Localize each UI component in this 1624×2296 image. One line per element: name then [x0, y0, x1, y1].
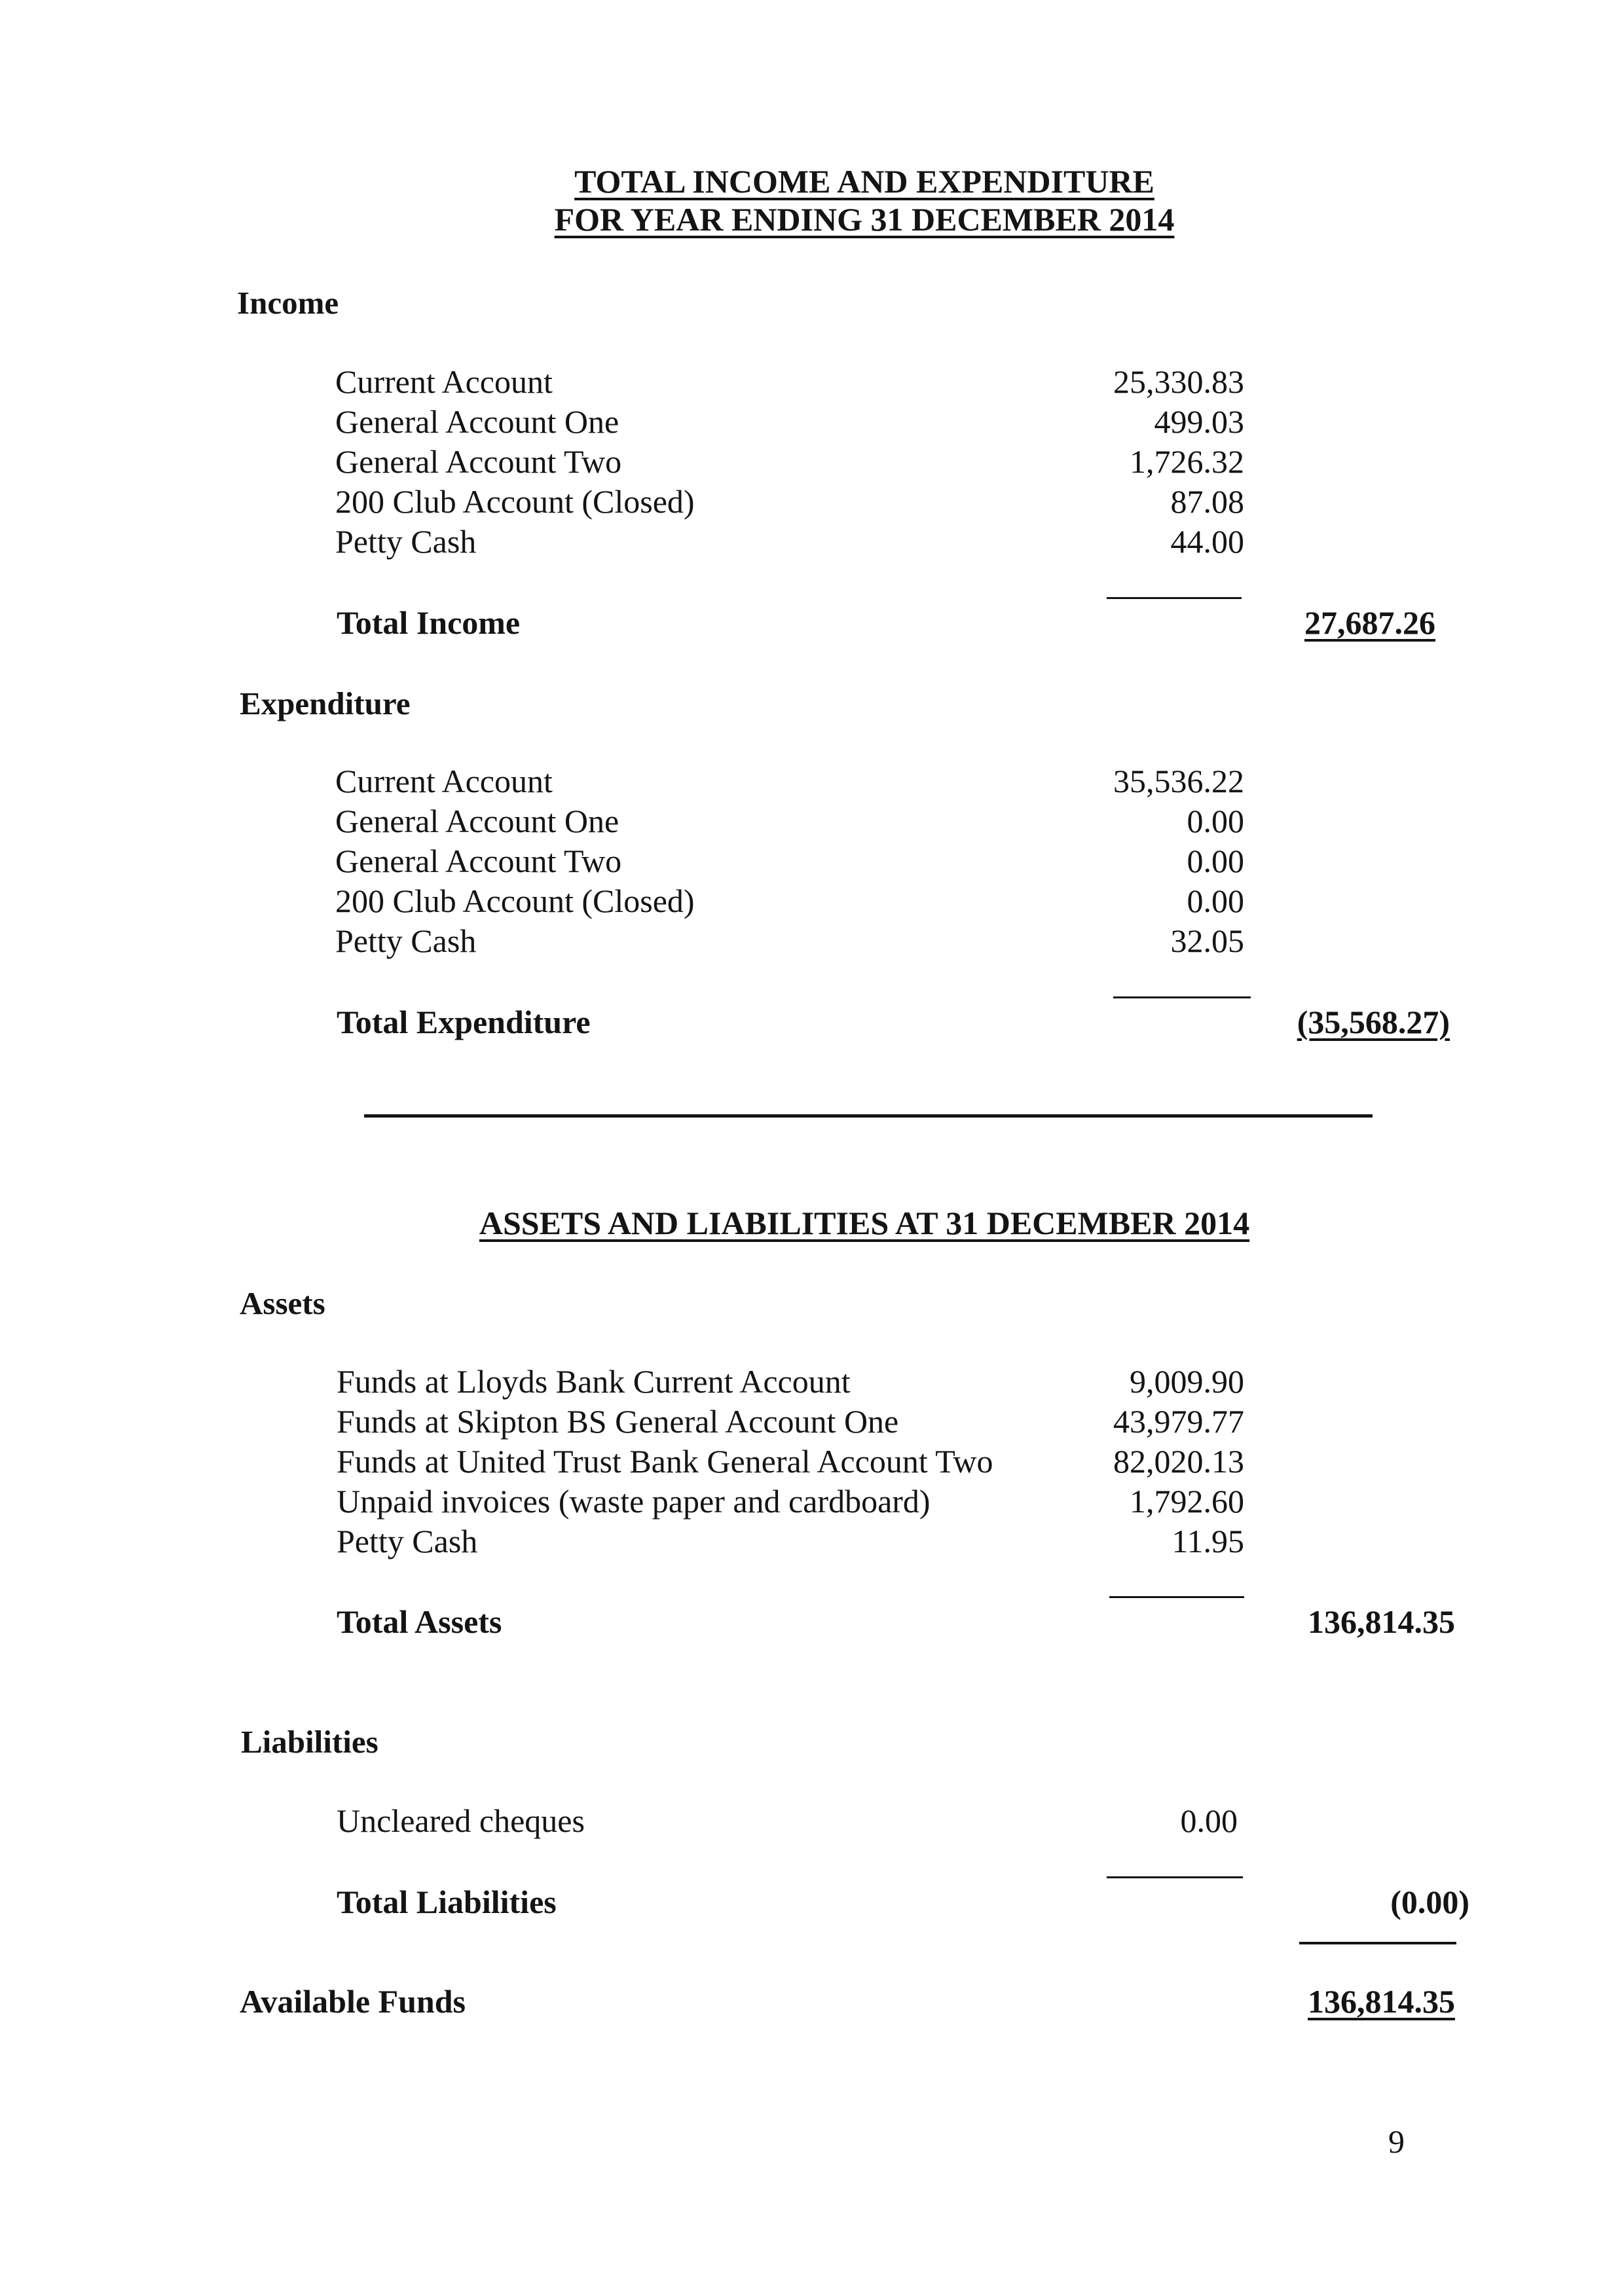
expenditure-item-label: 200 Club Account (Closed) [335, 883, 695, 919]
asset-item-label: Funds at Skipton BS General Account One [337, 1403, 899, 1440]
expenditure-item-amount: 0.00 [1187, 803, 1244, 839]
total-assets-amount: 136,814.35 [1308, 1603, 1455, 1640]
income-heading: Income [237, 285, 339, 321]
income-item-label: General Account Two [335, 443, 622, 480]
liabilities-heading: Liabilities [241, 1724, 378, 1760]
income-item-amount: 25,330.83 [1113, 363, 1244, 400]
expenditure-item-label: Petty Cash [335, 922, 477, 959]
expenditure-item-amount: 32.05 [1170, 922, 1244, 959]
available-funds-label: Available Funds [240, 1983, 466, 2020]
total-income-label: Total Income [337, 604, 521, 641]
asset-item-amount: 1,792.60 [1130, 1483, 1244, 1520]
total-expenditure-amount: (35,568.27) [1297, 1004, 1450, 1040]
asset-item-amount: 9,009.90 [1130, 1363, 1244, 1400]
liability-item-label: Uncleared cheques [337, 1802, 585, 1839]
total-income-amount: 27,687.26 [1304, 604, 1435, 641]
expenditure-subtotal-rule [1113, 996, 1251, 998]
income-item-label: General Account One [335, 403, 619, 440]
expenditure-item-amount: 0.00 [1187, 883, 1244, 919]
total-liabilities-label: Total Liabilities [337, 1884, 557, 1920]
expenditure-item-label: General Account Two [335, 843, 622, 879]
available-funds-rule [1299, 1942, 1456, 1944]
total-expenditure-label: Total Expenditure [337, 1004, 591, 1040]
expenditure-item-amount: 35,536.22 [1113, 763, 1244, 799]
asset-item-label: Unpaid invoices (waste paper and cardboard) [337, 1483, 931, 1520]
page-number: 9 [1388, 2123, 1405, 2160]
asset-item-label: Funds at Lloyds Bank Current Account [337, 1363, 851, 1400]
income-item-label: 200 Club Account (Closed) [335, 483, 695, 520]
asset-item-amount: 82,020.13 [1113, 1443, 1244, 1480]
total-assets-label: Total Assets [337, 1603, 502, 1640]
expenditure-item-label: General Account One [335, 803, 619, 839]
available-funds-amount: 136,814.35 [1308, 1983, 1455, 2020]
income-expenditure-title-line2: FOR YEAR ENDING 31 DECEMBER 2014 [554, 201, 1175, 238]
liabilities-subtotal-rule [1107, 1876, 1243, 1878]
assets-subtotal-rule [1109, 1596, 1244, 1598]
income-item-label: Current Account [335, 363, 553, 400]
expenditure-item-amount: 0.00 [1187, 843, 1244, 879]
expenditure-item-label: Current Account [335, 763, 553, 799]
income-expenditure-title-line1: TOTAL INCOME AND EXPENDITURE [574, 163, 1154, 200]
asset-item-label: Funds at United Trust Bank General Account Two [337, 1443, 993, 1480]
liability-item-amount: 0.00 [1180, 1802, 1238, 1839]
expenditure-heading: Expenditure [240, 685, 411, 721]
income-item-amount: 1,726.32 [1130, 443, 1244, 480]
income-item-amount: 499.03 [1154, 403, 1244, 440]
income-item-amount: 87.08 [1170, 483, 1244, 520]
income-subtotal-rule [1107, 597, 1242, 599]
assets-liabilities-title: ASSETS AND LIABILITIES AT 31 DECEMBER 2014 [479, 1205, 1250, 1241]
section-divider [364, 1114, 1373, 1118]
income-item-label: Petty Cash [335, 523, 477, 560]
total-liabilities-amount: (0.00) [1390, 1884, 1469, 1920]
asset-item-amount: 11.95 [1172, 1523, 1244, 1559]
asset-item-amount: 43,979.77 [1113, 1403, 1244, 1440]
asset-item-label: Petty Cash [337, 1523, 478, 1559]
assets-heading: Assets [240, 1285, 325, 1321]
income-item-amount: 44.00 [1170, 523, 1244, 560]
